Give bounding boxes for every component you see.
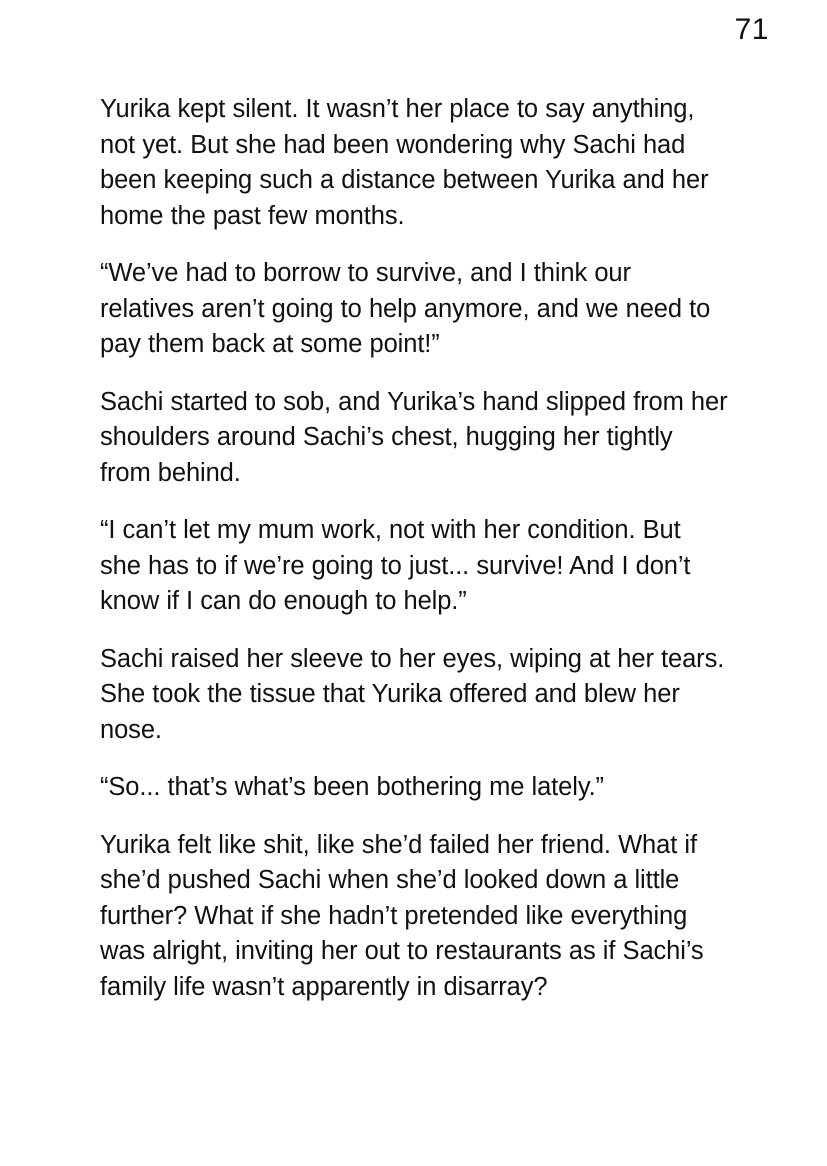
paragraph: Yurika kept silent. It wasn’t her place to say anything, not yet. But she had been wondering why Sachi had been keeping such a distance between Yurika and her home the past few months. — [100, 95, 709, 230]
paragraph: “We’ve had to borrow to survive, and I think our relatives aren’t going to help anymore, and we need to pay them back at some point!” — [100, 259, 711, 358]
paragraph: Sachi started to sob, and Yurika’s hand slipped from her shoulders around Sachi’s chest, hugging her tightly from behind. — [100, 387, 728, 487]
page-body — [100, 92, 728, 1005]
paragraph: “I can’t let my mum work, not with her condition. But she has to if we’re going to just... survive! And I don’t know if I can do enough to help.” — [100, 516, 691, 615]
paragraph: Yurika felt like shit, like she’d failed her friend. What if she’d pushed Sachi when she’d looked down a little further? What if she hadn’t pretended like everything was alright, inviting her out to restaurants as if Sachi’s family life wasn’t apparently in disarray? — [100, 830, 704, 1001]
paragraph: Sachi raised her sleeve to her eyes, wiping at her tears. She took the tissue that Yurika offered and blew her nose. — [100, 644, 725, 744]
paragraph: “So... that’s what’s been bothering me lately.” — [100, 773, 604, 801]
page-number: 71 — [734, 13, 769, 46]
